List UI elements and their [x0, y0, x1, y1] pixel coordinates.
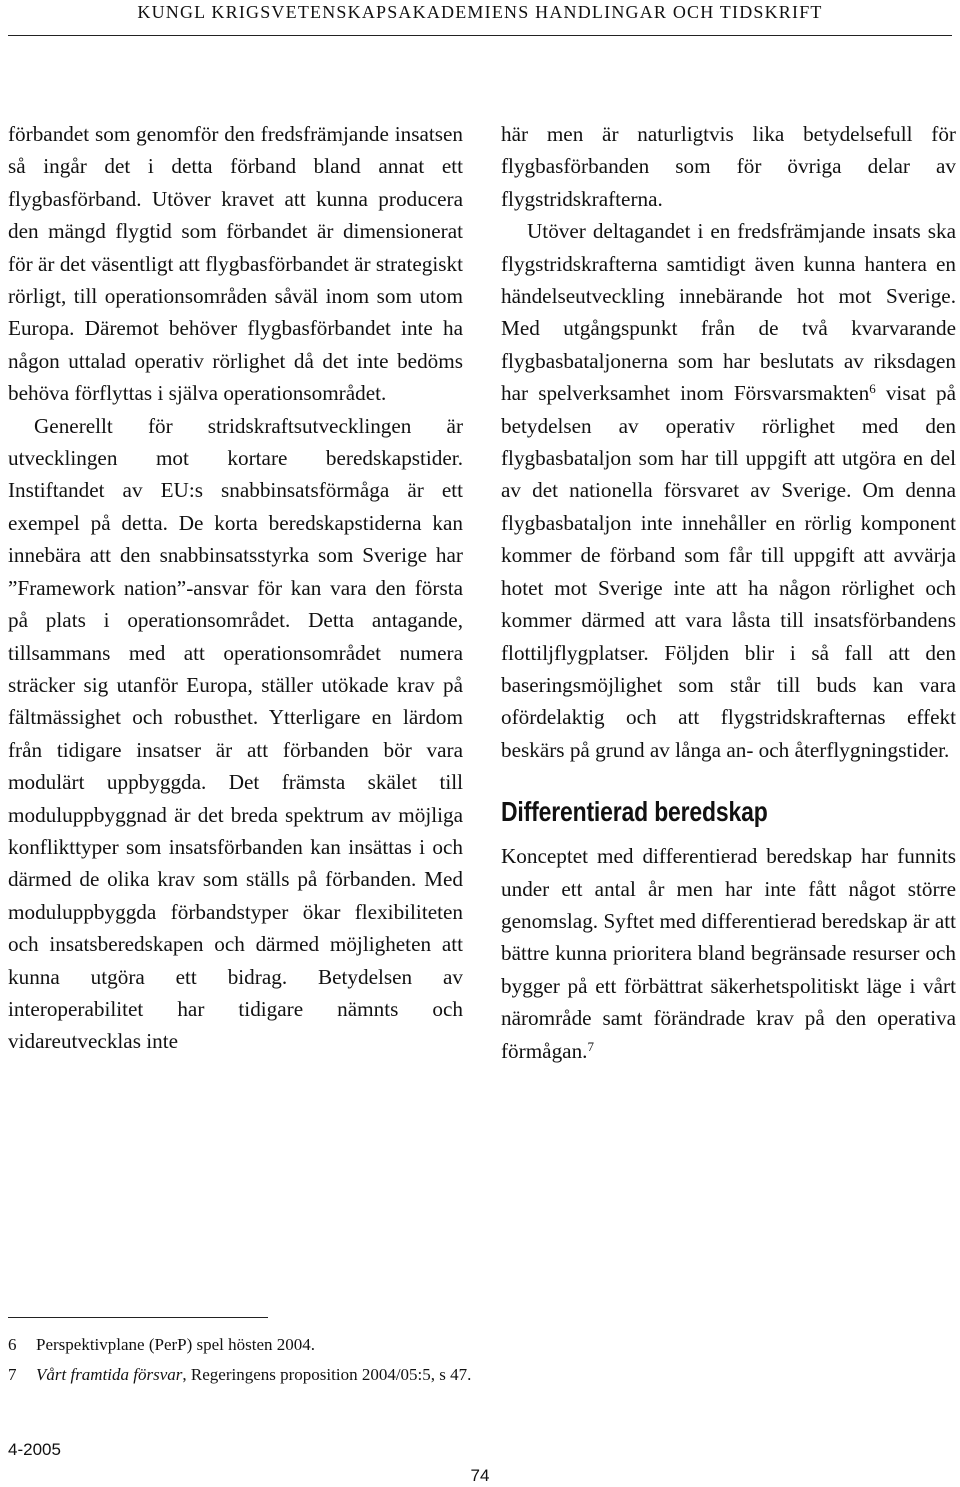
footnote-title: Vårt framtida försvar	[36, 1365, 183, 1384]
page-number: 74	[470, 1466, 490, 1485]
footnote-number: 7	[8, 1365, 17, 1384]
paragraph-text: Konceptet med differentierad beredskap har funnits under ett antal år men har inte fått något större genomslag. Syftet med differentierad beredskap är att bättre kunna prioritera bland begränsade resurser och bygger på ett förbättrat säkerhetspolitiskt läge i vårt närområde samt förändrade krav på den operativa förmågan.	[501, 844, 956, 1063]
footnote	[8, 1330, 908, 1360]
footnote-divider	[8, 1317, 268, 1318]
footnote	[8, 1360, 908, 1390]
body-paragraph: Generellt för stridskraftsutvecklingen är utvecklingen mot kortare beredskapstider. Instiftandet av EU:s snabbinsatsförmåga är ett exempel på detta. De korta beredskapstiderna kan innebära att den snabbinsatsstyrka som Sverige har ”Framework nation”-ansvar för kan vara den första på plats i operationsområdet. Detta antagande, tillsammans med att operationsområdet numera sträcker sig utanför Europa, ställer utökade krav på fältmässighet och robusthet. Ytterligare en lärdom från tidigare insatser är att förbanden bör vara modulärt uppbyggda. Det främsta skälet till moduluppbyggnad är det breda spektrum av möjliga konflikttyper som insatsförbanden kan insättas i och därmed de olika krav som ställs på förbanden. Med moduluppbyggda förbandstyper ökar flexibiliteten och insatsberedskapen och därmed möjligheten att kunna utgöra ett bidrag. Betydelsen av interoperabilitet har tidigare nämnts och vidareutvecklas inte	[8, 413, 463, 1054]
footnote-text: , Regeringens proposition 2004/05:5, s 47.	[182, 1365, 472, 1384]
body-paragraph	[501, 840, 956, 1067]
left-column	[8, 118, 463, 1058]
paragraph-text: Utöver deltagandet i en fredsfrämjande insats ska flygstridskrafterna samtidigt även kunna hantera en händelseutveckling innebärande hot mot Sverige. Med utgångspunkt från de två kvarvarande flygbasbataljonerna som har beslutats av riksdagen har spelverksamhet inom Försvarsmakten	[501, 219, 956, 406]
paragraph-text: visat på betydelsen av operativ rörlighet med den flygbasbataljon som har till uppgift att utgöra en del av det nationella försvaret av Sverige. Om denna flygbasbataljon inte innehåller en rörlig komponent kommer de förband som får till uppgift att avvärja hotet mot Sverige inte att ha någon rörlighet och kommer därmed att vara låsta till insatsförbandens flottiljflygplatser. Följden blir i så fall att den baseringsmöjlighet som står till buds kan vara ofördelaktig och att flygstridskrafternas effekt beskärs på grund av långa an- och återflygningstider.	[501, 381, 956, 762]
right-column	[501, 118, 956, 1067]
body-paragraph: här men är naturligtvis lika betydelsefull för flygbasförbanden som för övriga delar av flygstridskrafterna.	[501, 122, 956, 211]
footnote-number: 6	[8, 1335, 17, 1354]
issue-label: 4-2005	[8, 1440, 61, 1459]
running-header: KUNGL KRIGSVETENSKAPSAKADEMIENS HANDLINGAR OCH TIDSKRIFT	[137, 2, 823, 22]
footnote-text: Perspektivplane (PerP) spel hösten 2004.	[36, 1335, 316, 1354]
section-heading: Differentierad beredskap	[501, 796, 768, 828]
body-paragraph	[501, 215, 956, 766]
footnote-ref: 7	[587, 1038, 594, 1054]
footnote-ref: 6	[869, 381, 876, 397]
body-paragraph: förbandet som genomför den fredsfrämjande insatsen så ingår det i detta förband bland annat ett flygbasförband. Utöver kravet att kunna producera den mängd flygtid som förbandet är dimensionerat för är det väsentligt att flygbasförbandet är strategiskt rörligt, till operationsområden såväl inom som utom Europa. Däremot behöver flygbasförbandet inte ha någon uttalad operativ rörlighet då det inte bedöms behöva förflyttas i själva operationsområdet.	[8, 122, 463, 406]
footnotes	[8, 1330, 908, 1390]
header-divider	[8, 35, 952, 36]
